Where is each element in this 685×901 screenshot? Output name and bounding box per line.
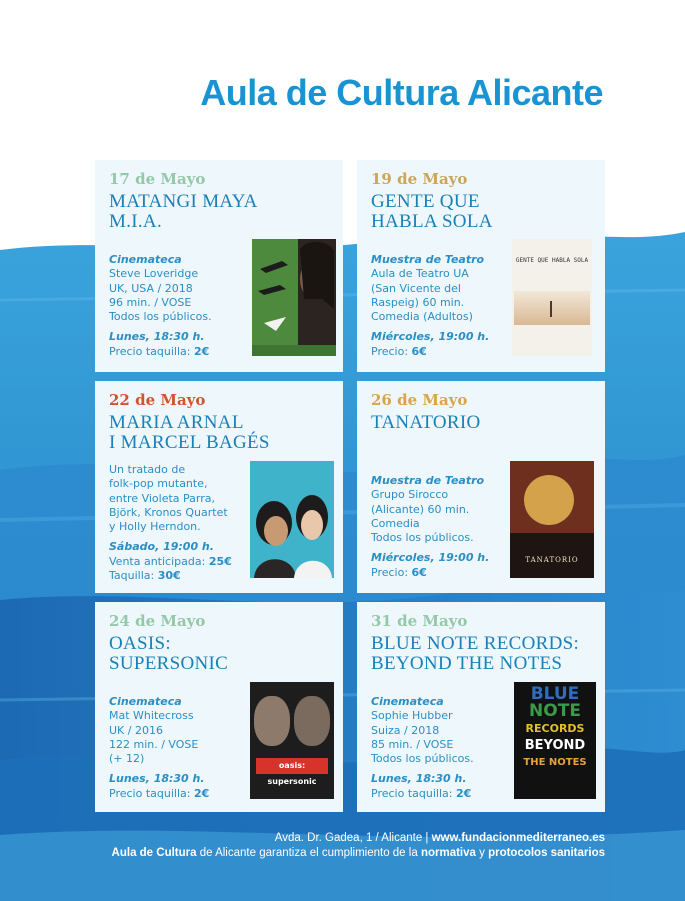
event-card bbox=[95, 160, 343, 372]
event-title: BLUE NOTE RECORDS: BEYOND THE NOTES bbox=[371, 633, 580, 674]
event-card bbox=[357, 160, 605, 372]
event-date: 22 de Mayo bbox=[109, 391, 206, 409]
event-category: Cinemateca bbox=[109, 253, 182, 266]
event-category: Cinemateca bbox=[371, 695, 444, 708]
event-date: 17 de Mayo bbox=[109, 170, 206, 188]
event-schedule: Lunes, 18:30 h. bbox=[109, 330, 205, 344]
event-schedule: Lunes, 18:30 h. bbox=[371, 772, 467, 786]
film-poster-bluenote-icon: BLUE NOTE RECORDS BEYOND THE NOTES bbox=[514, 682, 596, 799]
page-title: Aula de Cultura Alicante bbox=[200, 72, 603, 113]
event-card bbox=[357, 381, 605, 593]
event-price: Precio: 6€ bbox=[371, 344, 427, 358]
event-price: Precio taquilla: 2€ bbox=[109, 344, 210, 358]
event-info: Un tratado de folk-pop mutante, entre Violeta Parra, Björk, Kronos Quartet y Holly Herndon. Sábado, 19:00 h. Venta anticipada: 25€ Taquilla: 30€ bbox=[109, 463, 259, 583]
footer bbox=[112, 831, 605, 861]
event-card bbox=[95, 602, 343, 812]
event-card bbox=[95, 381, 343, 593]
event-info: Muestra de Teatro Grupo Sirocco (Alicante) 60 min. Comedia Todos los públicos. Miércoles, 19:00 h. Precio: 6€ bbox=[371, 474, 521, 580]
event-category: Muestra de Teatro bbox=[371, 474, 485, 487]
event-schedule: Sábado, 19:00 h. bbox=[109, 540, 214, 554]
event-date: 26 de Mayo bbox=[371, 391, 468, 409]
event-date: 31 de Mayo bbox=[371, 612, 468, 630]
event-date: 19 de Mayo bbox=[371, 170, 468, 188]
event-info: Cinemateca Steve Loveridge UK, USA / 2018 96 min. / VOSE Todos los públicos. Lunes, 18:30 h. Precio taquilla: 2€ bbox=[109, 253, 259, 359]
event-title: MATANGI MAYA M.I.A. bbox=[109, 191, 258, 232]
event-info: Muestra de Teatro Aula de Teatro UA (San Vicente del Raspeig) 60 min. Comedia (Adultos) Miércoles, 19:00 h. Precio: 6€ bbox=[371, 253, 521, 359]
event-info: Cinemateca Mat Whitecross UK / 2016 122 min. / VOSE (+ 12) Lunes, 18:30 h. Precio taquilla: 2€ bbox=[109, 695, 259, 801]
event-info: Cinemateca Sophie Hubber Suiza / 2018 85 min. / VOSE Todos los públicos. Lunes, 18:30 h. Precio taquilla: 2€ bbox=[371, 695, 521, 801]
event-price: Precio taquilla: 2€ bbox=[371, 786, 472, 800]
film-poster-matangi-icon bbox=[252, 239, 336, 356]
event-schedule: Miércoles, 19:00 h. bbox=[371, 551, 490, 565]
event-title: OASIS: SUPERSONIC bbox=[109, 633, 229, 674]
event-category: Cinemateca bbox=[109, 695, 182, 708]
event-price: Precio taquilla: 2€ bbox=[109, 786, 210, 800]
event-schedule: Miércoles, 19:00 h. bbox=[371, 330, 490, 344]
event-title: MARIA ARNAL I MARCEL BAGÉS bbox=[109, 412, 270, 453]
theatre-poster-tanatorio-icon: TANATORIO bbox=[510, 461, 594, 578]
website-link[interactable]: www.fundacionmediterraneo.es bbox=[431, 832, 605, 844]
event-category: Muestra de Teatro bbox=[371, 253, 485, 266]
theatre-poster-gente-icon: GENTE QUE HABLA SOLA bbox=[512, 239, 592, 356]
event-title: TANATORIO bbox=[371, 412, 481, 433]
event-title: GENTE QUE HABLA SOLA bbox=[371, 191, 493, 232]
event-price-2: Taquilla: 30€ bbox=[109, 569, 181, 583]
footer-notice-line: Aula de Cultura de Alicante garantiza el cumplimiento de la normativa y protocolos sanitarios bbox=[111, 847, 605, 859]
film-poster-oasis-icon: oasis: supersonic bbox=[250, 682, 334, 799]
event-card bbox=[357, 602, 605, 812]
footer-address-line: Avda. Dr. Gadea, 1 / Alicante | www.fundacionmediterraneo.es bbox=[274, 832, 605, 844]
event-schedule: Lunes, 18:30 h. bbox=[109, 772, 205, 786]
concert-poster-arnal-icon bbox=[250, 461, 334, 578]
event-price: Venta anticipada: 25€ bbox=[109, 554, 232, 568]
event-price: Precio: 6€ bbox=[371, 565, 427, 579]
event-date: 24 de Mayo bbox=[109, 612, 206, 630]
